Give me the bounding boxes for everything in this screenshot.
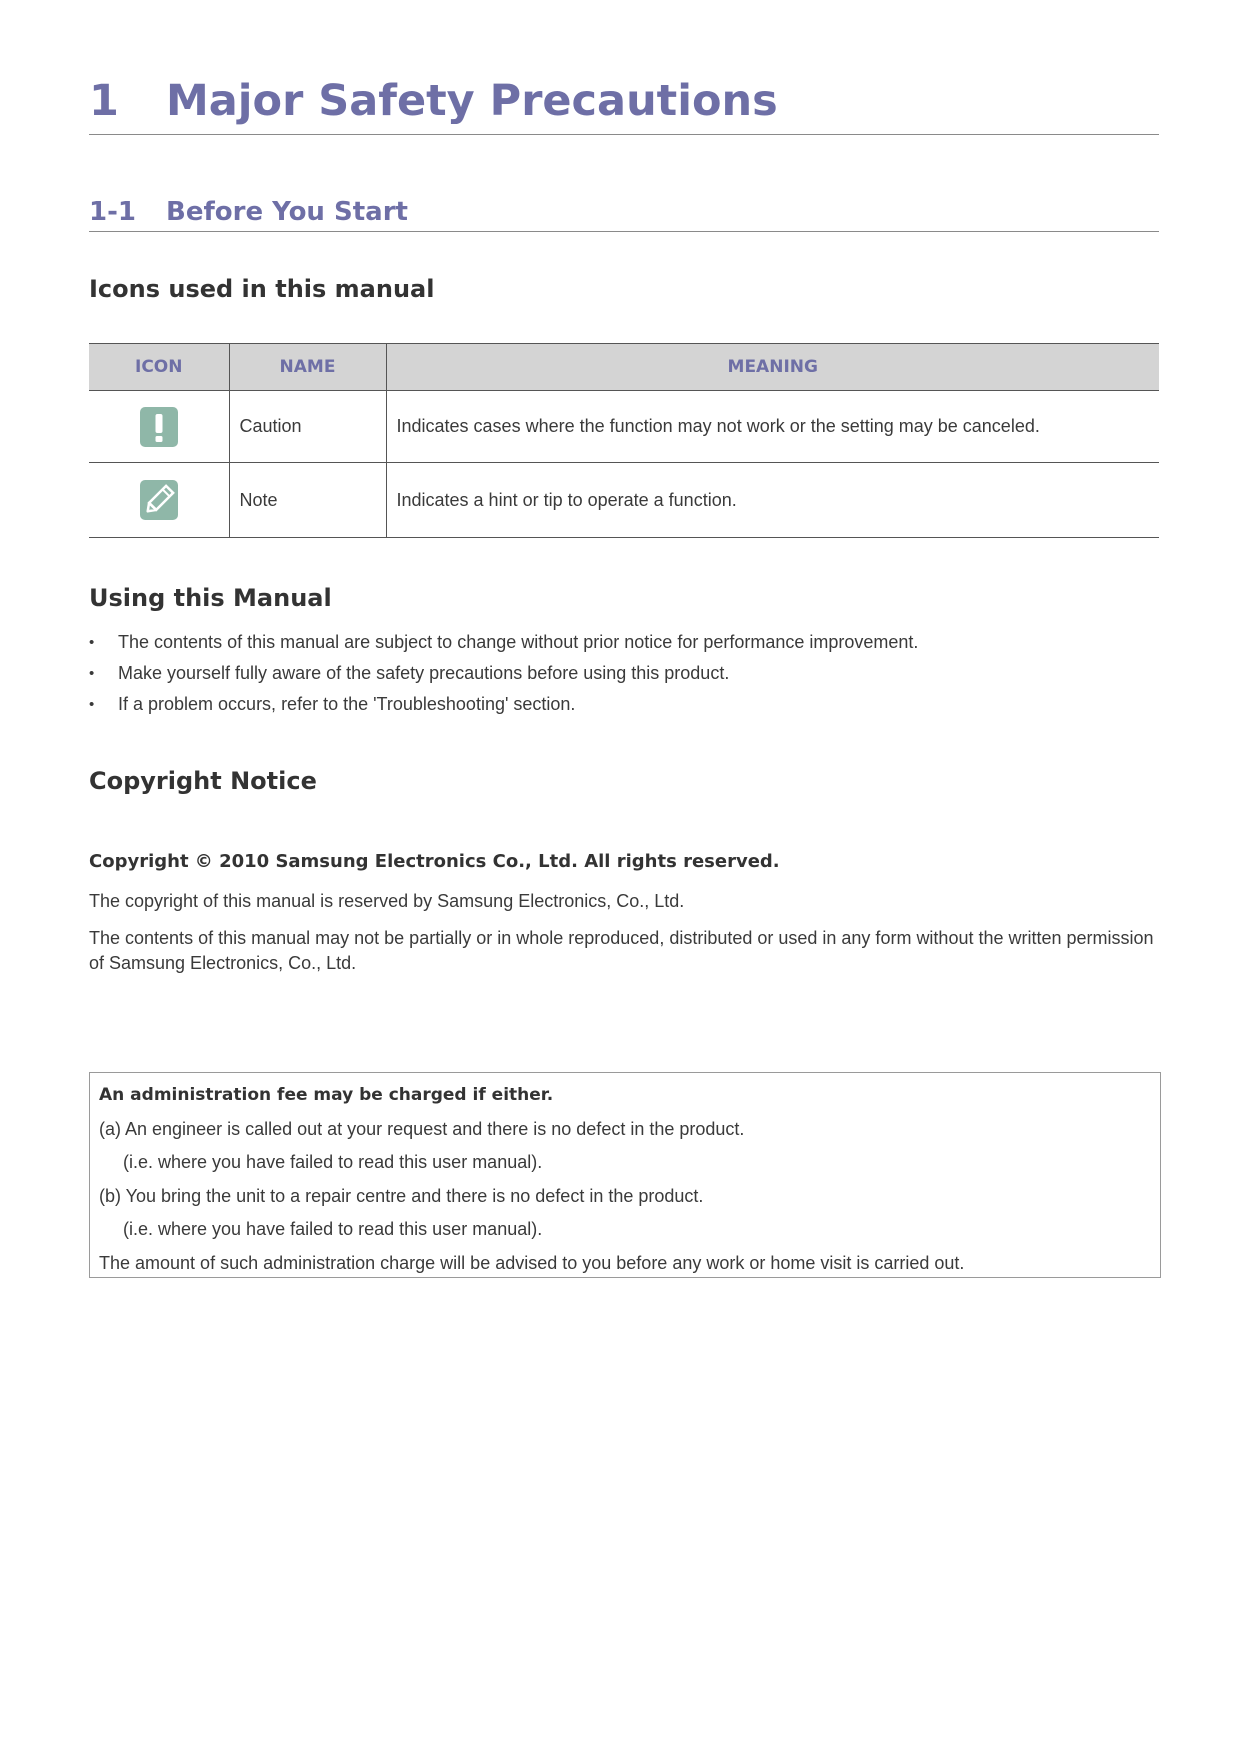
icon-cell — [89, 391, 229, 463]
icon-cell — [89, 463, 229, 538]
copyright-heading: Copyright Notice — [89, 767, 317, 795]
list-item: • Make yourself fully aware of the safety precautions before using this product. — [89, 658, 918, 689]
icons-heading: Icons used in this manual — [89, 275, 435, 303]
chapter-heading — [89, 72, 1159, 135]
admin-fee-footer: The amount of such administration charge will be advised to you before any work or home visit is carried out. — [99, 1252, 965, 1273]
admin-fee-line: (i.e. where you have failed to read this user manual). — [123, 1152, 543, 1172]
section-number: 1-1 — [89, 197, 136, 227]
chapter-title: Major Safety Precautions — [166, 76, 778, 126]
table-row — [89, 391, 1159, 463]
icons-table — [89, 343, 1159, 538]
caution-icon — [140, 407, 178, 447]
using-manual-list — [89, 627, 918, 720]
icon-name: Caution — [229, 391, 386, 463]
admin-fee-line: (a) An engineer is called out at your request and there is no defect in the product. — [99, 1118, 745, 1139]
note-icon — [140, 480, 178, 520]
section-title: Before You Start — [166, 197, 408, 227]
column-header-name: NAME — [229, 344, 386, 391]
table-row — [89, 463, 1159, 538]
copyright-paragraph: The copyright of this manual is reserved by Samsung Electronics, Co., Ltd. — [89, 891, 685, 911]
admin-fee-title: An administration fee may be charged if either. — [99, 1085, 554, 1105]
section-heading — [89, 194, 1159, 232]
copyright-paragraph: The contents of this manual may not be partially or in whole reproduced, distributed or used in any form without the written permission of Samsung Electronics, Co., Ltd. — [89, 928, 1154, 973]
icon-meaning: Indicates cases where the function may not work or the setting may be canceled. — [386, 391, 1159, 463]
column-header-icon: ICON — [89, 344, 229, 391]
admin-fee-line: (i.e. where you have failed to read this user manual). — [123, 1219, 543, 1239]
icon-meaning: Indicates a hint or tip to operate a function. — [386, 463, 1159, 538]
icon-name: Note — [229, 463, 386, 538]
admin-fee-notice — [89, 1072, 1161, 1278]
list-item: • If a problem occurs, refer to the 'Troubleshooting' section. — [89, 689, 918, 720]
copyright-statement: Copyright © 2010 Samsung Electronics Co., Ltd. All rights reserved. — [89, 851, 780, 872]
column-header-meaning: MEANING — [386, 344, 1159, 391]
chapter-number: 1 — [89, 76, 119, 126]
admin-fee-line: (b) You bring the unit to a repair centre and there is no defect in the product. — [99, 1185, 704, 1206]
table-header-row — [89, 344, 1159, 391]
list-item: • The contents of this manual are subject to change without prior notice for performance improvement. — [89, 627, 918, 658]
using-manual-heading: Using this Manual — [89, 584, 332, 612]
